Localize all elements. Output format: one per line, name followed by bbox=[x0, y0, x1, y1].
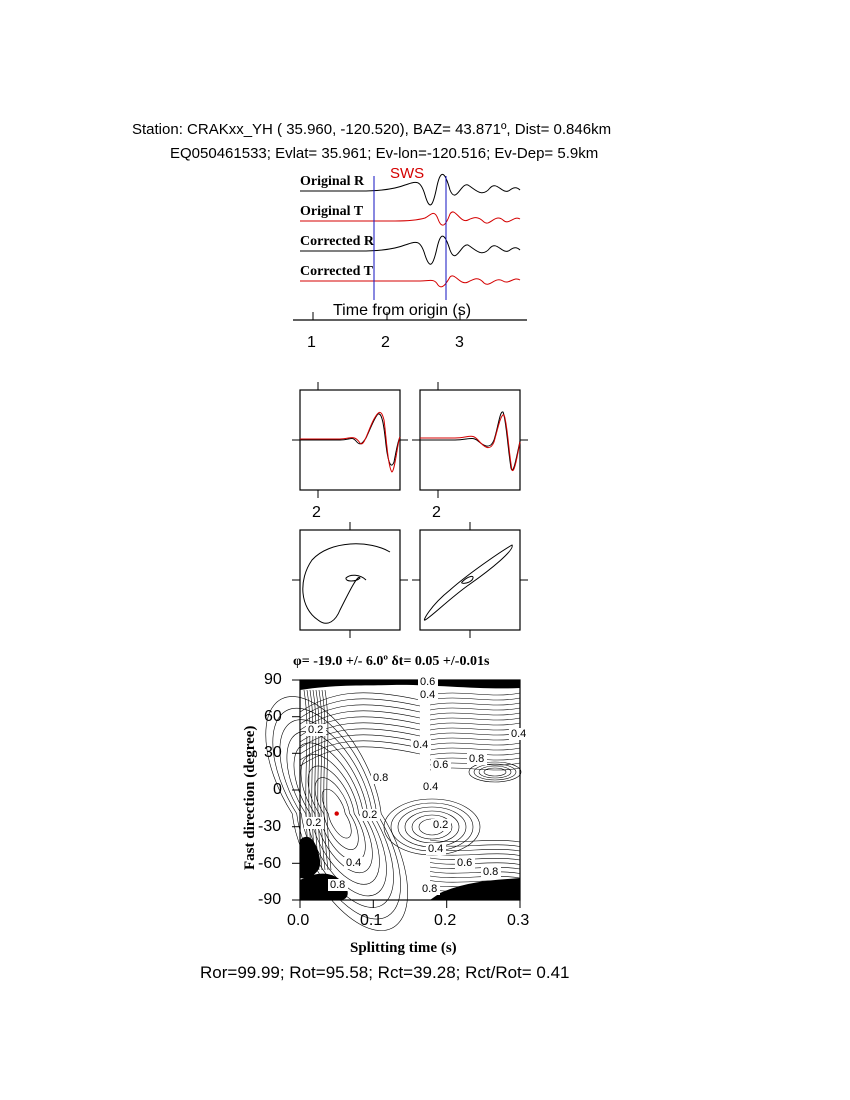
trace-label-original-t: Original T bbox=[300, 204, 364, 219]
contour-value-label: 0.4 bbox=[413, 739, 429, 751]
contour-value-label: 0.2 bbox=[433, 819, 449, 831]
time-tick-2: 2 bbox=[381, 334, 390, 351]
xtick-0: 0.0 bbox=[287, 912, 310, 929]
ytick-neg90: -90 bbox=[258, 891, 282, 908]
trace-original-r bbox=[300, 174, 520, 205]
contour-value-label: 0.8 bbox=[422, 883, 438, 895]
ytick-0: 0 bbox=[273, 781, 282, 798]
waveform-panel-left bbox=[292, 382, 408, 498]
trace-label-original-r: Original R bbox=[300, 174, 365, 189]
xtick-03: 0.3 bbox=[507, 912, 530, 929]
time-tick-1: 1 bbox=[307, 334, 316, 351]
ytick-60: 60 bbox=[264, 708, 282, 725]
correlation-summary: Ror=99.99; Rot=95.58; Rct=39.28; Rct/Rot= 0.41 bbox=[200, 963, 570, 982]
ytick-30: 30 bbox=[264, 744, 282, 761]
contour-value-label: 0.8 bbox=[469, 753, 485, 765]
particle-motion-left bbox=[292, 522, 408, 638]
trace-original-t bbox=[300, 212, 520, 225]
trace-label-corrected-t: Corrected T bbox=[300, 264, 373, 279]
sws-label: SWS bbox=[390, 165, 425, 182]
contour-value-label: 0.4 bbox=[346, 857, 362, 869]
trace-label-corrected-r: Corrected R bbox=[300, 234, 374, 249]
contour-value-label: 0.2 bbox=[308, 724, 324, 736]
particle-motion-right bbox=[412, 522, 528, 638]
contour-value-label: 0.2 bbox=[306, 817, 322, 829]
station-header: Station: CRAKxx_YH ( 35.960, -120.520), BAZ= 43.871º, Dist= 0.846km bbox=[132, 121, 612, 138]
contour-ylabel: Fast direction (degree) bbox=[242, 725, 258, 870]
ytick-neg60: -60 bbox=[258, 855, 282, 872]
time-axis-ticks bbox=[313, 312, 460, 320]
contour-plot bbox=[266, 676, 529, 931]
contour-value-label: 0.6 bbox=[433, 759, 449, 771]
ytick-neg30: -30 bbox=[258, 818, 282, 835]
panel-tick-left: 2 bbox=[312, 504, 321, 521]
time-axis-label: Time from origin (s) bbox=[333, 302, 472, 319]
contour-value-label: 0.4 bbox=[420, 689, 436, 701]
contour-value-label: 0.4 bbox=[423, 781, 439, 793]
contour-value-label: 0.6 bbox=[457, 857, 473, 869]
waveform-panel-right bbox=[412, 382, 528, 498]
trace-group bbox=[300, 174, 520, 287]
time-tick-3: 3 bbox=[455, 334, 464, 351]
contour-value-label: 0.8 bbox=[373, 772, 389, 784]
contour-value-label: 0.2 bbox=[362, 809, 378, 821]
best-fit-point bbox=[335, 811, 339, 815]
trace-corrected-r bbox=[300, 236, 520, 264]
splitting-result-title: φ= -19.0 +/- 6.0º δt= 0.05 +/-0.01s bbox=[293, 654, 490, 669]
xtick-02: 0.2 bbox=[434, 912, 457, 929]
panel-tick-right: 2 bbox=[432, 504, 441, 521]
xtick-01: 0.1 bbox=[360, 912, 383, 929]
contour-value-label: 0.6 bbox=[420, 676, 436, 688]
event-header: EQ050461533; Evlat= 35.961; Ev-lon=-120.516; Ev-Dep= 5.9km bbox=[170, 145, 599, 162]
contour-value-label: 0.4 bbox=[511, 728, 527, 740]
contour-value-label: 0.8 bbox=[483, 866, 499, 878]
contour-value-label: 0.4 bbox=[428, 843, 444, 855]
contour-value-label: 0.8 bbox=[330, 879, 346, 891]
ytick-90: 90 bbox=[264, 671, 282, 688]
contour-xlabel: Splitting time (s) bbox=[350, 940, 457, 956]
trace-corrected-t bbox=[300, 276, 520, 287]
